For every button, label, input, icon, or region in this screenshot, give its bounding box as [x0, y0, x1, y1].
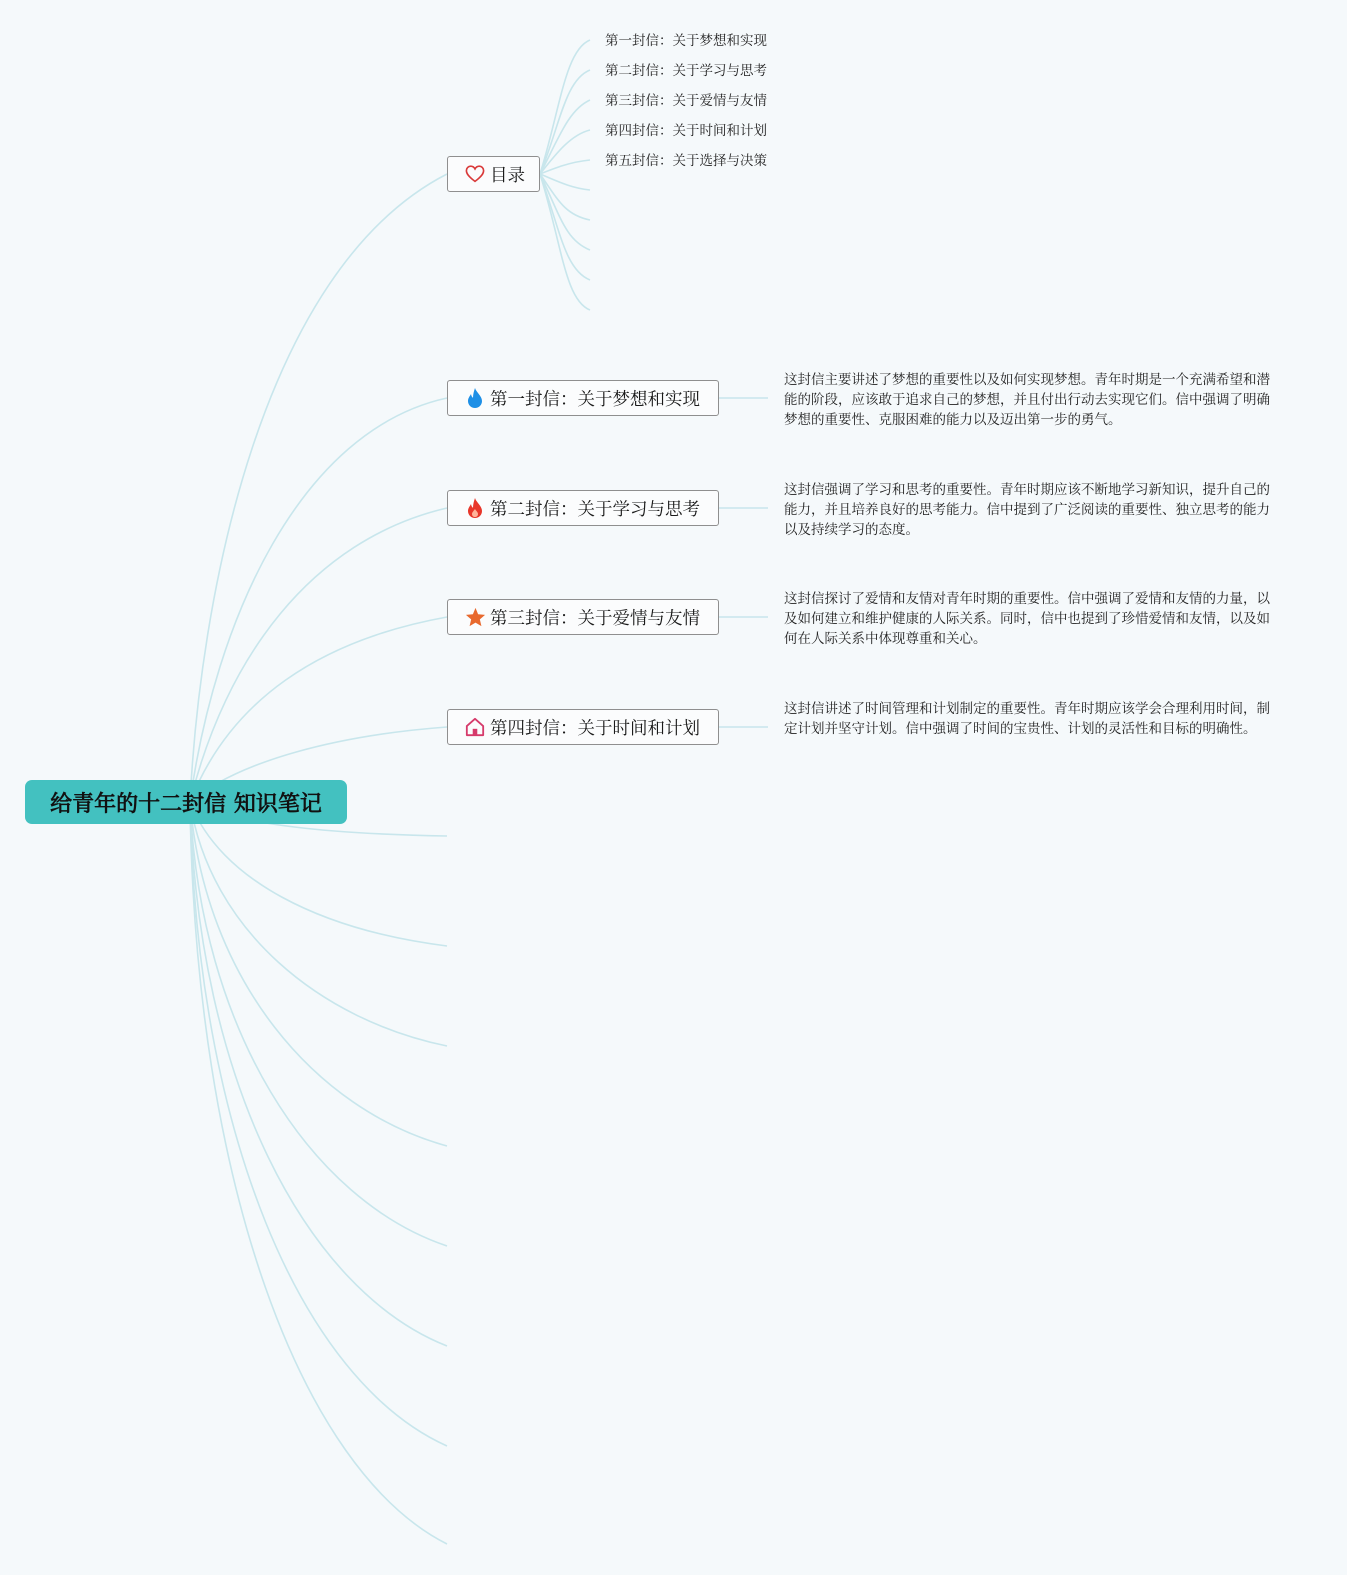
letter-3-description: 这封信探讨了爱情和友情对青年时期的重要性。信中强调了爱情和友情的力量，以及如何建立和维护健康的人际关系。同时，信中也提到了珍惜爱情和友情，以及如何在人际关系中体现尊重和关心。	[784, 591, 1270, 647]
home-icon	[464, 716, 486, 738]
letter-1-label: 第一封信：关于梦想和实现	[490, 389, 700, 410]
letter-1-description: 这封信主要讲述了梦想的重要性以及如何实现梦想。青年时期是一个充满希望和潜能的阶段，应该敢于追求自己的梦想，并且付出行动去实现它们。信中强调了明确梦想的重要性、克服困难的能力以及迈出第一步的勇气。	[784, 372, 1270, 428]
connector-root-branch-9	[190, 802, 447, 1246]
toc-item[interactable]: 第三封信：关于爱情与友情	[605, 93, 767, 109]
toc-item[interactable]: 第一封信：关于梦想和实现	[605, 33, 767, 49]
connector-toc-item-6	[540, 174, 590, 190]
toc-item[interactable]: 第二封信：关于学习与思考	[605, 63, 767, 79]
connector-root-branch-12	[190, 802, 447, 1544]
letter-2-topic[interactable]	[447, 490, 719, 526]
connector-root-letter-2	[190, 508, 447, 802]
water-drop-icon	[464, 387, 486, 409]
toc-item[interactable]: 第五封信：关于选择与决策	[605, 153, 767, 169]
star-icon	[464, 606, 486, 628]
letter-1-topic[interactable]	[447, 380, 719, 416]
letter-4-label: 第四封信：关于时间和计划	[490, 718, 700, 739]
toc-item[interactable]: 第四封信：关于时间和计划	[605, 123, 767, 139]
connector-root-branch-8	[190, 802, 447, 1146]
connector-root-branch-7	[190, 802, 447, 1046]
connector-root-letter-1	[190, 398, 447, 802]
connector-toc-item-3	[540, 100, 590, 174]
connector-root-letter-3	[190, 617, 447, 802]
root-title: 给青年的十二封信 知识笔记	[50, 791, 322, 817]
letter-4-description: 这封信讲述了时间管理和计划制定的重要性。青年时期应该学会合理利用时间，制定计划并坚守计划。信中强调了时间的宝贵性、计划的灵活性和目标的明确性。	[784, 701, 1270, 737]
toc-label: 目录	[490, 165, 525, 186]
letter-3-label: 第三封信：关于爱情与友情	[490, 608, 700, 629]
connector-root-branch-11	[190, 802, 447, 1446]
connector-toc-item-5	[540, 160, 590, 174]
connector-root-toc	[190, 174, 447, 802]
heart-icon	[464, 163, 486, 185]
fire-icon	[464, 497, 486, 519]
letter-2-label: 第二封信：关于学习与思考	[490, 499, 700, 520]
letter-4-topic[interactable]	[447, 709, 719, 745]
root-topic[interactable]	[25, 780, 347, 824]
letter-2-description: 这封信强调了学习和思考的重要性。青年时期应该不断地学习新知识，提升自己的能力，并且培养良好的思考能力。信中提到了广泛阅读的重要性、独立思考的能力以及持续学习的态度。	[784, 482, 1270, 538]
toc-topic[interactable]	[447, 156, 540, 192]
letter-3-topic[interactable]	[447, 599, 719, 635]
